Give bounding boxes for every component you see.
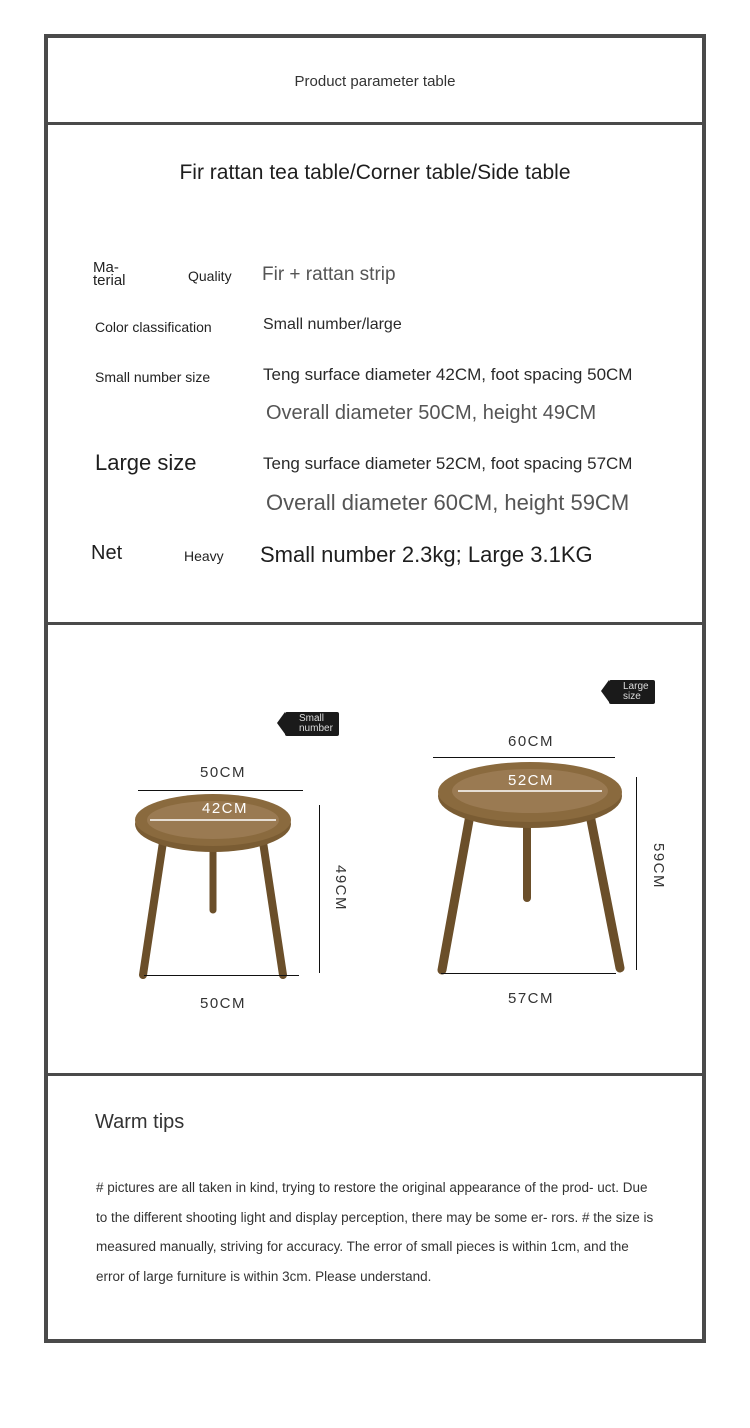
small-foot-spacing: 50CM [200,995,247,1012]
small-surface-diameter: 42CM [202,800,249,817]
small-table-illustration [133,790,313,985]
small-size-label: Small number size [95,369,211,385]
warm-tips-body: # pictures are all taken in kind, trying to restore the original appearance of the prod- uct. Due to the different shooting light and display perception, there may be some er- rors. # the size is measured manually, striving for accuracy. The error of small pieces is within 1cm, and the error of large furniture is within 3cm. Please understand. [96,1180,654,1285]
large-size-line2: Overall diameter 60CM, height 59CM [266,490,630,515]
large-tag-line2: size [623,691,641,702]
small-foot-line [144,975,299,976]
product-title: Fir rattan tea table/Corner table/Side table [179,161,571,184]
weight-value: Small number 2.3kg; Large 3.1KG [260,542,593,567]
quality-label: Quality [188,268,232,284]
large-overall-line [433,757,615,758]
large-overall-diameter: 60CM [508,733,555,750]
divider [48,122,702,125]
large-foot-line [441,973,616,974]
warm-tips-title: Warm tips [95,1111,185,1133]
small-number-tag [285,712,339,736]
color-classification-label: Color classification [95,319,212,335]
dimension-diagram [48,625,702,1073]
large-foot-spacing: 57CM [508,990,555,1007]
small-size-line2: Overall diameter 50CM, height 49CM [266,402,597,424]
large-tag-line1: Large [623,681,649,692]
material-value: Fir + rattan strip [262,264,396,285]
heavy-label: Heavy [184,548,224,564]
large-surface-diameter: 52CM [508,772,555,789]
small-overall-diameter: 50CM [200,764,247,781]
large-height: 59CM [650,843,667,890]
small-height-line [319,805,320,973]
large-table-illustration [430,760,630,980]
small-tag-line2: number [299,723,333,734]
small-size-line1: Teng surface diameter 42CM, foot spacing 50CM [263,365,633,384]
color-classification-value: Small number/large [263,316,402,333]
large-size-line1: Teng surface diameter 52CM, foot spacing 57CM [263,454,633,473]
large-size-tag [609,680,655,704]
material-label-part1: Ma- [93,259,119,276]
material-label-part2: terial [93,272,126,289]
large-size-label: Large size [95,450,197,475]
small-height: 49CM [332,865,349,912]
net-label: Net [91,542,123,564]
small-tag-line1: Small [299,713,325,724]
header-title: Product parameter table [294,73,456,90]
material-label [93,261,126,287]
parameter-table-frame [44,34,706,1343]
divider [48,1073,702,1076]
large-height-line [636,777,637,970]
